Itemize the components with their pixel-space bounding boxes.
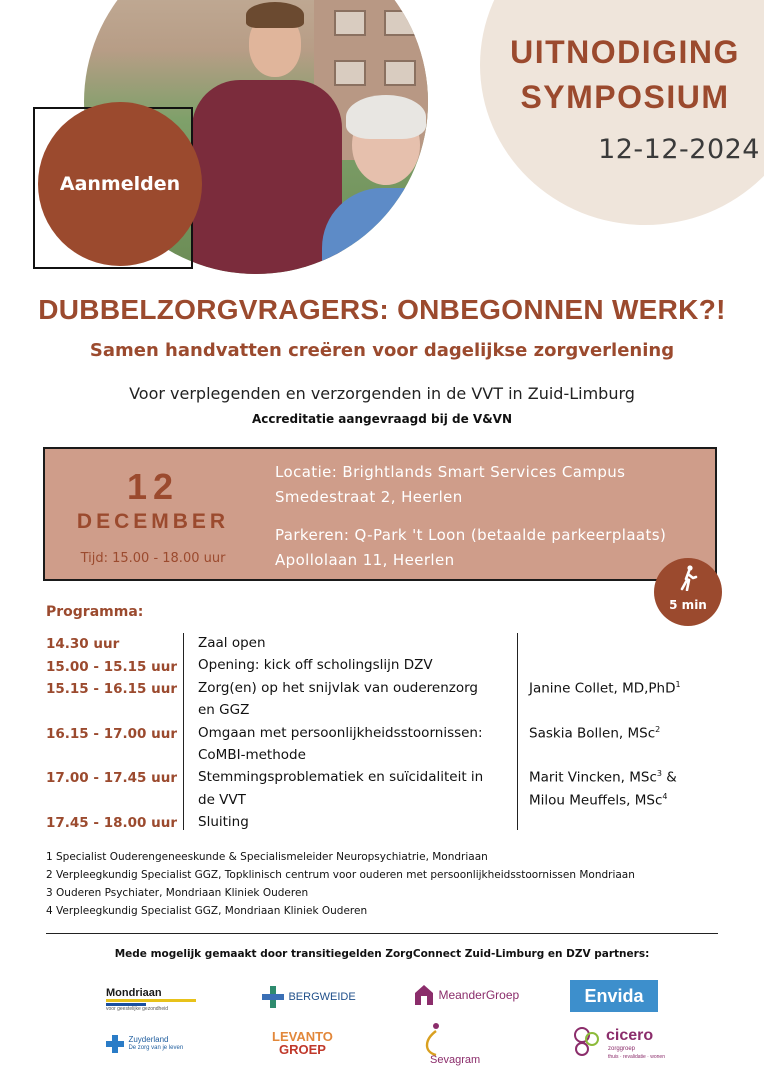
footnote: 1 Specialist Ouderengeneeskunde & Specialismeleider Neuropsychiatrie, Mondriaan bbox=[46, 851, 488, 863]
register-button[interactable]: Aanmelden bbox=[38, 102, 202, 266]
cicero-flower-icon bbox=[570, 1025, 606, 1061]
schedule-item: Zaal open bbox=[198, 635, 266, 651]
event-date: 12-12-2024 bbox=[598, 134, 760, 165]
main-heading: DUBBELZORGVRAGERS: ONBEGONNEN WERK?! bbox=[38, 294, 726, 325]
schedule-item: en GGZ bbox=[198, 702, 250, 718]
zuyderland-logo: Zuyderland De zorg van je leven bbox=[106, 1035, 183, 1053]
schedule-item: CoMBI-methode bbox=[198, 747, 306, 763]
schedule-time: 15.15 - 16.15 uur bbox=[46, 681, 177, 697]
schedule-time: 15.00 - 15.15 uur bbox=[46, 659, 177, 675]
event-day: 12 bbox=[126, 466, 180, 507]
speaker: Marit Vincken, MSc$^3$ & bbox=[529, 769, 677, 786]
walk-time-label: 5 min bbox=[669, 598, 707, 612]
footnote: 4 Verpleegkundig Specialist GGZ, Mondriaan Kliniek Ouderen bbox=[46, 905, 368, 917]
envida-logo: Envida bbox=[570, 980, 658, 1012]
speaker: Saskia Bollen, MSc$^2$ bbox=[529, 725, 661, 742]
event-time: Tijd: 15.00 - 18.00 uur bbox=[80, 551, 226, 566]
partners-heading: Mede mogelijk gemaakt door transitiegelden ZorgConnect Zuid-Limburg en DZV partners: bbox=[114, 948, 650, 960]
schedule-item: Opening: kick off scholingslijn DZV bbox=[198, 657, 433, 673]
bergweide-cross-icon bbox=[262, 986, 284, 1008]
meander-house-icon bbox=[414, 984, 434, 1006]
location-address: Smedestraat 2, Heerlen bbox=[275, 488, 463, 506]
sevagram-logo: Sevagram bbox=[418, 1022, 488, 1072]
schedule-time: 16.15 - 17.00 uur bbox=[46, 726, 177, 742]
accreditation-text: Accreditatie aangevraagd bij de V&VN bbox=[251, 412, 512, 426]
audience-text: Voor verplegenden en verzorgenden in de VVT in Zuid-Limburg bbox=[129, 384, 635, 403]
footnote: 3 Ouderen Psychiater, Mondriaan Kliniek Ouderen bbox=[46, 887, 309, 899]
schedule-item: Stemmingsproblematiek en suïcidaliteit in bbox=[198, 769, 484, 785]
zuyderland-cross-icon bbox=[106, 1035, 124, 1053]
speaker: Janine Collet, MD,PhD$^1$ bbox=[529, 680, 681, 697]
schedule-time: 17.00 - 17.45 uur bbox=[46, 770, 177, 786]
schedule-time: 14.30 uur bbox=[46, 636, 120, 652]
speaker: Milou Meuffels, MSc$^4$ bbox=[529, 792, 668, 809]
walking-person-icon bbox=[677, 565, 701, 591]
schedule-item: Zorg(en) op het snijvlak van ouderenzorg bbox=[198, 680, 478, 696]
footer-rule bbox=[46, 933, 718, 934]
schedule-time: 17.45 - 18.00 uur bbox=[46, 815, 177, 831]
bergweide-logo: BERGWEIDE bbox=[262, 986, 356, 1008]
levanto-logo: LEVANTO GROEP bbox=[272, 1029, 333, 1057]
mondriaan-logo: Mondriaan voor geestelijke gezondheid bbox=[106, 987, 196, 1012]
schedule-item: Omgaan met persoonlijkheidsstoornissen: bbox=[198, 725, 483, 741]
parking-name: Parkeren: Q-Park 't Loon (betaalde parkeerplaats) bbox=[275, 526, 667, 544]
schedule-divider bbox=[183, 633, 184, 830]
sub-heading: Samen handvatten creëren voor dagelijkse zorgverlening bbox=[89, 340, 675, 361]
invitation-title: UITNODIGING bbox=[510, 34, 740, 70]
schedule-divider bbox=[517, 633, 518, 830]
schedule-item: Sluiting bbox=[198, 814, 249, 830]
event-month: DECEMBER bbox=[76, 510, 230, 533]
parking-address: Apollolaan 11, Heerlen bbox=[275, 551, 455, 569]
schedule-item: de VVT bbox=[198, 792, 246, 808]
sevagram-swirl-icon bbox=[420, 1022, 450, 1058]
cicero-logo: cicero zorggroep thuis · revalidatie · wonen bbox=[570, 1025, 680, 1065]
meandergroep-logo: MeanderGroep bbox=[414, 984, 519, 1006]
programme-heading: Programma: bbox=[46, 604, 144, 620]
footnote: 2 Verpleegkundig Specialist GGZ, Topklinisch centrum voor ouderen met persoonlijkheidsstoornissen Mondriaan bbox=[46, 869, 635, 881]
symposium-title: SYMPOSIUM bbox=[520, 79, 730, 115]
location-name: Locatie: Brightlands Smart Services Campus bbox=[275, 463, 626, 481]
